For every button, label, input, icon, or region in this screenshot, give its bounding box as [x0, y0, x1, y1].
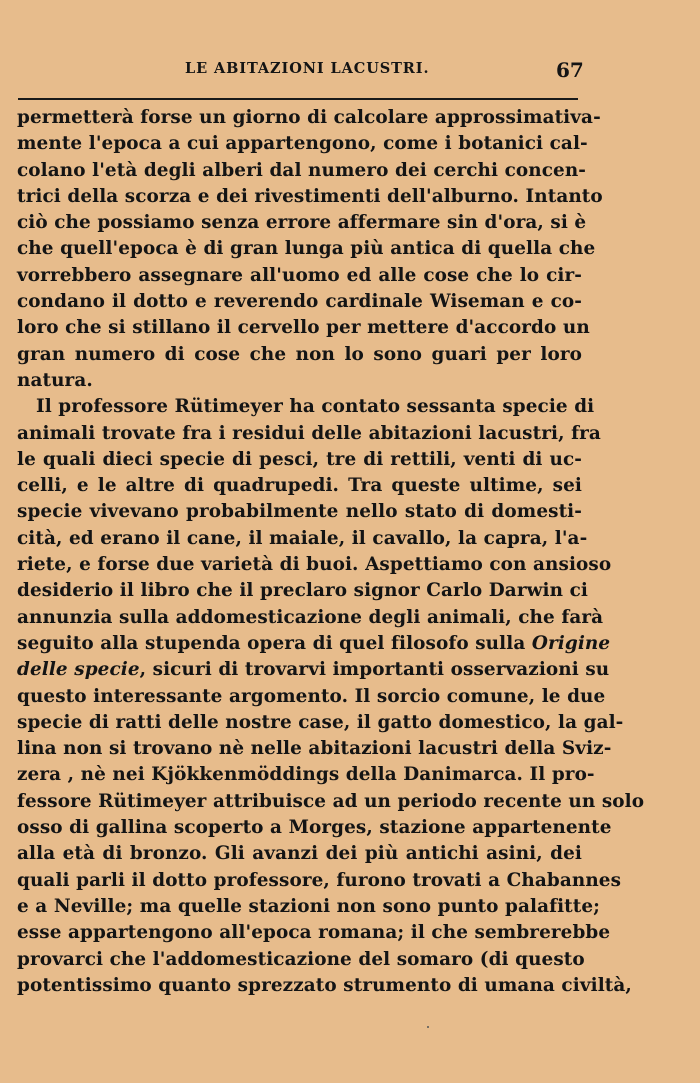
italic-title: delle specie	[17, 659, 140, 681]
text-line: provarci che l'addomesticazione del somaro (di questo	[17, 948, 585, 970]
text-segment: , sicuri di trovarvi importanti osservazioni su	[139, 659, 610, 681]
text-line: loro che si stillano il cervello per mettere d'accordo un	[17, 317, 590, 339]
text-line: natura.	[17, 369, 93, 391]
text-line: cità, ed erano il cane, il maiale, il cavallo, la capra, l'a-	[17, 527, 588, 549]
text-line: desiderio il libro che il preclaro signor Carlo Darwin ci	[17, 580, 588, 602]
text-segment: seguito alla stupenda opera di quel filosofo sulla	[17, 632, 526, 654]
text-line: alla età di bronzo. Gli avanzi dei più antichi asini, dei	[17, 843, 582, 865]
text-line: e a Neville; ma quelle stazioni non sono punto palafitte;	[17, 895, 601, 917]
text-line: celli, e le altre di quadrupedi. Tra queste ultime, sei	[17, 475, 582, 497]
text-line: permetterà forse un giorno di calcolare approssimativa-	[17, 107, 601, 128]
text-line: questo interessante argomento. Il sorcio comune, le due	[17, 685, 606, 707]
text-line: che quell'epoca è di gran lunga più antica di quella che	[17, 238, 596, 260]
text-line: annunzia sulla addomesticazione degli animali, che farà	[17, 606, 604, 628]
text-line: le quali dieci specie di pesci, tre di rettili, venti di uc-	[17, 448, 582, 470]
text-line: gran numero di cose che non lo sono guari per loro	[17, 343, 582, 365]
text-line	[17, 657, 610, 683]
text-line: specie di ratti delle nostre case, il gatto domestico, la gal-	[17, 711, 624, 733]
text-line: specie vivevano probabilmente nello stato di domesti-	[17, 501, 582, 523]
running-title: LE ABITAZIONI LACUSTRI.	[185, 60, 430, 77]
text-line: condano il dotto e reverendo cardinale Wiseman e co-	[17, 291, 582, 313]
paragraph-start-line: Il professore Rütimeyer ha contato sessanta specie di	[36, 396, 595, 418]
text-line: riete, e forse due varietà di buoi. Aspettiamo con ansioso	[17, 554, 612, 576]
text-line: esse appartengono all'epoca romana; il che sembrerebbe	[17, 922, 611, 944]
text-line: osso di gallina scoperto a Morges, stazione appartenente	[17, 817, 612, 839]
text-line: colano l'età degli alberi dal numero dei cerchi concen-	[17, 159, 587, 181]
print-speck	[427, 1026, 429, 1028]
text-line: quali parli il dotto professore, furono trovati a Chabannes	[17, 869, 622, 891]
text-line: mente l'epoca a cui appartengono, come i botanici cal-	[17, 133, 588, 155]
body-text	[17, 105, 645, 999]
text-line: animali trovate fra i residui delle abitazioni lacustri, fra	[17, 422, 601, 444]
italic-title: Origine	[531, 632, 611, 654]
text-line: zera , nè nei Kjökkenmöddings della Danimarca. Il pro-	[17, 764, 595, 786]
text-line: fessore Rütimeyer attribuisce ad un periodo recente un solo	[17, 790, 645, 812]
text-line	[17, 631, 611, 657]
text-line: lina non si trovano nè nelle abitazioni lacustri della Sviz-	[17, 738, 612, 760]
text-line: potentissimo quanto sprezzato strumento di umana civiltà,	[17, 974, 632, 996]
header-rule	[18, 98, 578, 100]
page-number: 67	[556, 58, 584, 82]
text-line: ciò che possiamo senza errore affermare sin d'ora, si è	[17, 212, 587, 234]
text-line: vorrebbero assegnare all'uomo ed alle cose che lo cir-	[17, 264, 582, 286]
text-line: trici della scorza e dei rivestimenti dell'alburno. Intanto	[17, 185, 603, 207]
